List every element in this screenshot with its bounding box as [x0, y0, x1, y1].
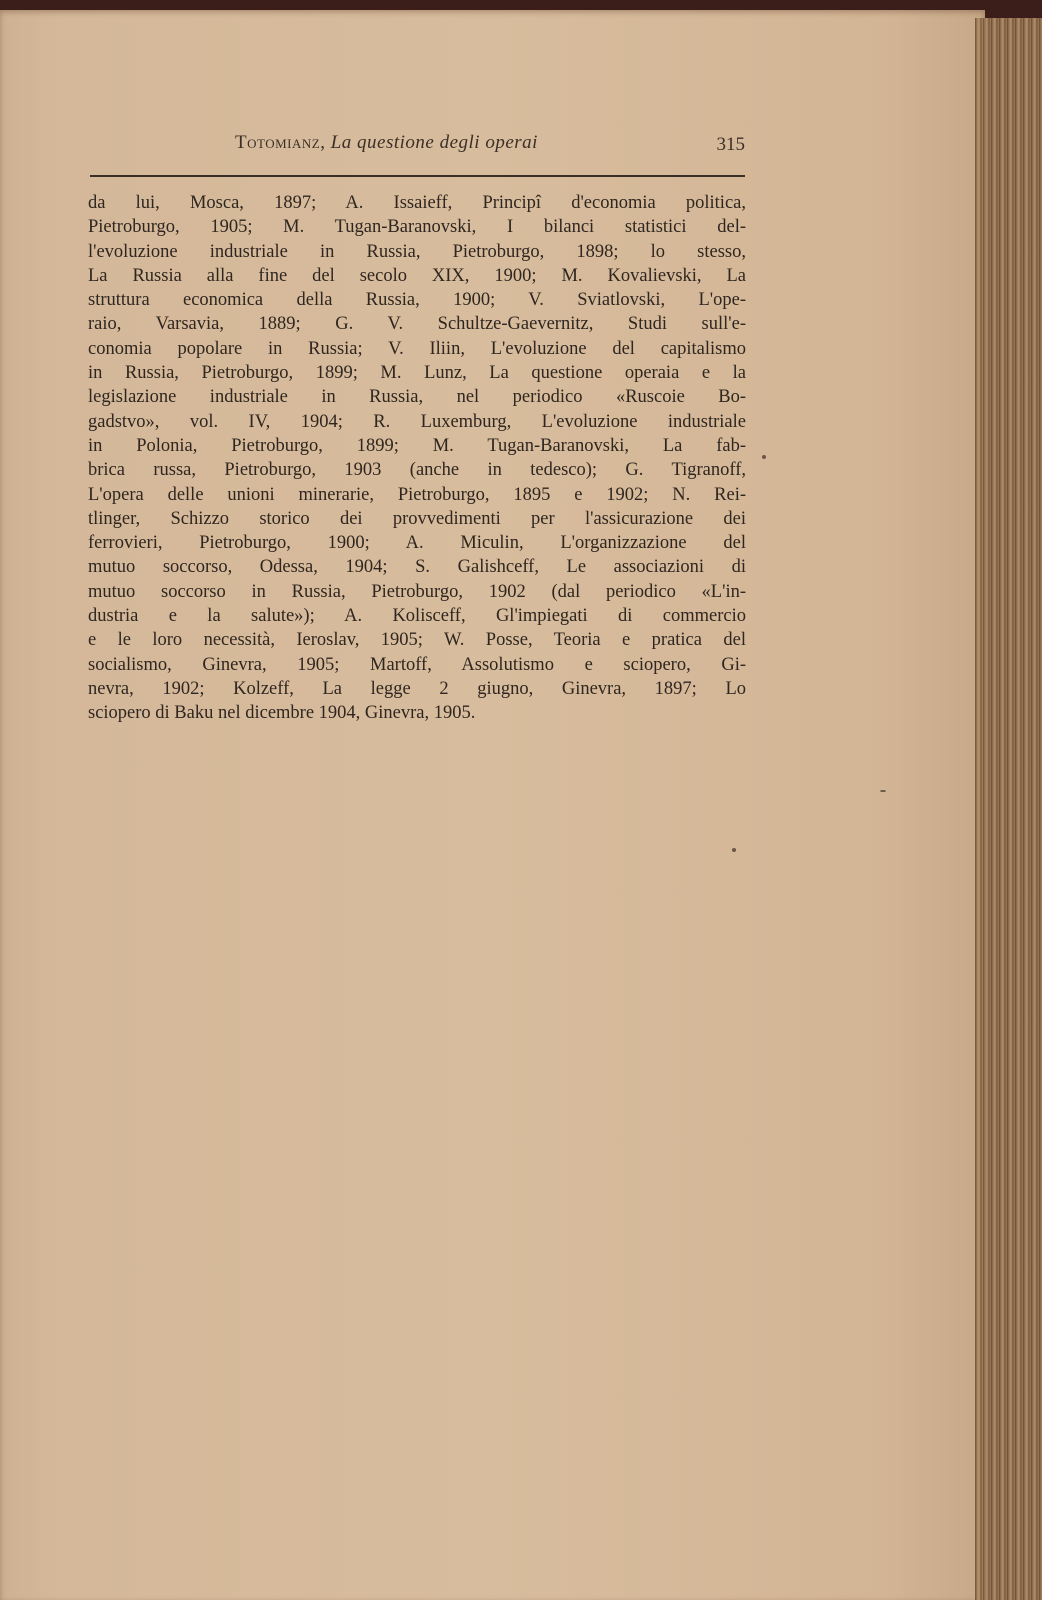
text-line: socialismo, Ginevra, 1905; Martoff, Assolutismo e sciopero, Gi-	[88, 654, 746, 675]
text-line: Pietroburgo, 1905; M. Tugan-Baranovski, I bilanci statistici del-	[88, 217, 746, 238]
text-line: in Russia, Pietroburgo, 1899; M. Lunz, La questione operaia e la	[88, 363, 746, 384]
header-rule	[90, 175, 745, 177]
text-line: nevra, 1902; Kolzeff, La legge 2 giugno, Ginevra, 1897; Lo	[88, 678, 746, 699]
text-line: in Polonia, Pietroburgo, 1899; M. Tugan-Baranovski, La fab-	[88, 435, 746, 456]
text-line: conomia popolare in Russia; V. Iliin, L'evoluzione del capitalismo	[88, 338, 746, 359]
page-number: 315	[716, 134, 745, 155]
running-title	[235, 132, 538, 154]
text-line: La Russia alla fine del secolo XIX, 1900; M. Kovalievski, La	[88, 265, 746, 286]
page-edge-stack	[975, 18, 1042, 1600]
running-author: Totomianz,	[235, 132, 326, 153]
paper-speck	[732, 848, 736, 852]
paper-speck	[762, 455, 766, 459]
running-head	[90, 130, 745, 160]
text-line: tlinger, Schizzo storico dei provvedimenti per l'assicurazione dei	[88, 508, 746, 529]
text-line: legislazione industriale in Russia, nel periodico «Ruscoie Bo-	[88, 387, 746, 408]
bibliography-text	[88, 191, 746, 726]
text-line: gadstvo», vol. IV, 1904; R. Luxemburg, L'evoluzione industriale	[88, 411, 746, 432]
text-line: ferrovieri, Pietroburgo, 1900; A. Miculin, L'organizzazione del	[88, 533, 746, 554]
text-line: dustria e la salute»); A. Kolisceff, Gl'impiegati di commercio	[88, 606, 746, 627]
text-line: struttura economica della Russia, 1900; V. Sviatlovski, L'ope-	[88, 290, 746, 311]
text-line: L'opera delle unioni minerarie, Pietroburgo, 1895 e 1902; N. Rei-	[88, 484, 746, 505]
text-line: l'evoluzione industriale in Russia, Pietroburgo, 1898; lo stesso,	[88, 241, 746, 262]
running-book-title: La questione degli operai	[330, 132, 538, 153]
text-line: brica russa, Pietroburgo, 1903 (anche in tedesco); G. Tigranoff,	[88, 460, 746, 481]
text-line: mutuo soccorso, Odessa, 1904; S. Galishceff, Le associazioni di	[88, 557, 746, 578]
text-line: e le loro necessità, Ieroslav, 1905; W. Posse, Teoria e pratica del	[88, 630, 746, 651]
paper-speck	[880, 790, 886, 792]
text-line: mutuo soccorso in Russia, Pietroburgo, 1902 (dal periodico «L'in-	[88, 581, 746, 602]
text-line: raio, Varsavia, 1889; G. V. Schultze-Gaevernitz, Studi sull'e-	[88, 314, 746, 335]
text-line: sciopero di Baku nel dicembre 1904, Ginevra, 1905.	[88, 703, 476, 724]
text-line: da lui, Mosca, 1897; A. Issaieff, Principî d'economia politica,	[88, 193, 746, 213]
